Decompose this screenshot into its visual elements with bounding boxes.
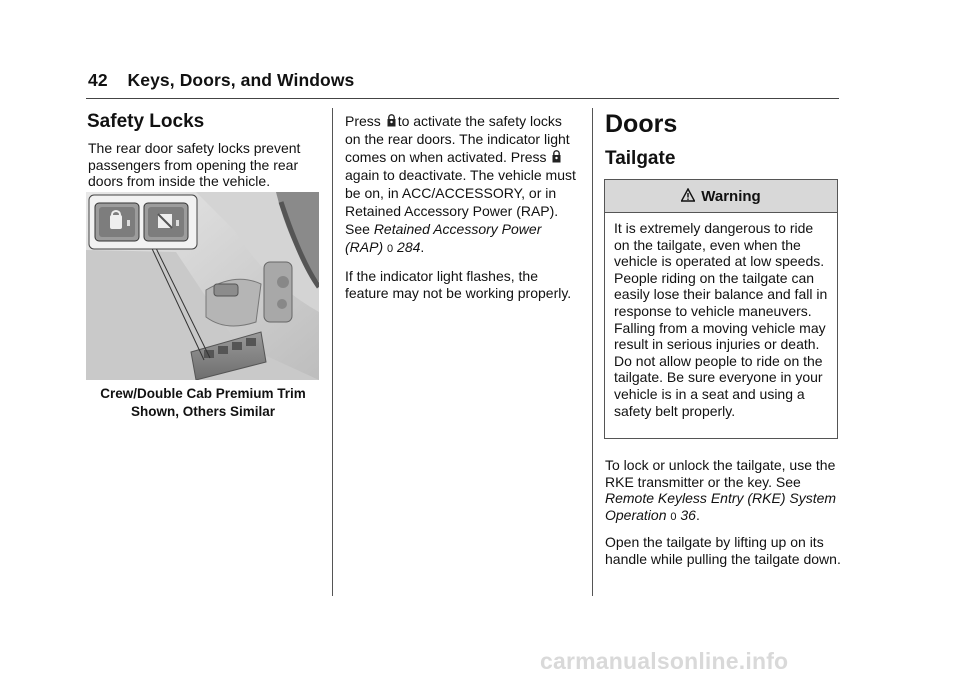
safety-locks-instructions [345,112,581,310]
safety-locks-paragraph: The rear door safety locks prevent passengers from opening the rear doors from inside the vehicle. [88,140,301,190]
column-divider-1 [332,108,333,596]
child-lock-icon [387,114,396,127]
tailgate-lock-text: To lock or unlock the tailgate, use the RKE transmitter or the key. See [605,457,836,490]
caption-line-1: Crew/Double Cab Premium Trim [100,386,306,401]
header-divider [86,98,839,99]
deactivate-text: again to deactivate. The vehicle must be on, in ACC/ACCESSORY, or in Retained Accessory Power (RAP). See [345,167,576,237]
safety-locks-intro [88,140,320,199]
activate-paragraph [345,112,581,258]
sentence-end: . [420,239,425,255]
doors-heading: Doors [605,110,678,138]
safety-locks-heading: Safety Locks [87,111,205,132]
chapter-title: Keys, Doors, and Windows [127,70,355,90]
warning-icon [681,188,695,205]
rap-reference[interactable]: Retained Accessory Power (RAP) [345,221,542,255]
child-lock-icon-2 [552,150,561,163]
tailgate-heading: Tailgate [605,148,676,169]
warning-box [604,179,838,439]
door-panel-drawing [86,192,319,380]
page-ref-arrow: 0 [387,243,394,255]
column-divider-2 [592,108,593,596]
activate-text: to activate the safety locks on the rear doors. The indicator light comes on when activated. Press [345,113,570,165]
warning-text: It is extremely dangerous to ride on the tailgate, even when the vehicle is operated at low speeds. People riding on the tailgate can easily lose their balance and fall in response to vehicle maneuvers. Falling from a moving vehicle may result in serious injuries or death. Do not allow people to ride on the tailgate. Be sure everyone in your vehicle is in a seat and using a safety belt properly. [614,220,828,419]
page-header [88,70,354,91]
caption-line-2: Shown, Others Similar [130,403,276,419]
rke-reference[interactable]: Remote Keyless Entry (RKE) System Operation [605,490,837,523]
door-panel-illustration [86,192,319,380]
page-number: 42 [88,70,108,90]
page-ref-arrow-2: 0 [670,510,677,523]
figure-caption [88,385,318,420]
indicator-flash-paragraph: If the indicator light flashes, the feature may not be working properly. [345,268,572,301]
rap-page-number[interactable]: 284 [397,239,421,255]
press-word: Press [345,113,381,129]
tailgate-lock-paragraph [605,457,841,525]
watermark: carmanualsonline.info [540,648,789,674]
rke-page-number[interactable]: 36 [680,506,696,523]
tailgate-open-paragraph: Open the tailgate by lifting up on its handle while pulling the tailgate down. [605,534,841,567]
sentence-end-2: . [695,506,700,523]
warning-header [605,180,837,213]
warning-title: Warning [701,187,761,205]
tailgate-instructions [605,457,841,577]
